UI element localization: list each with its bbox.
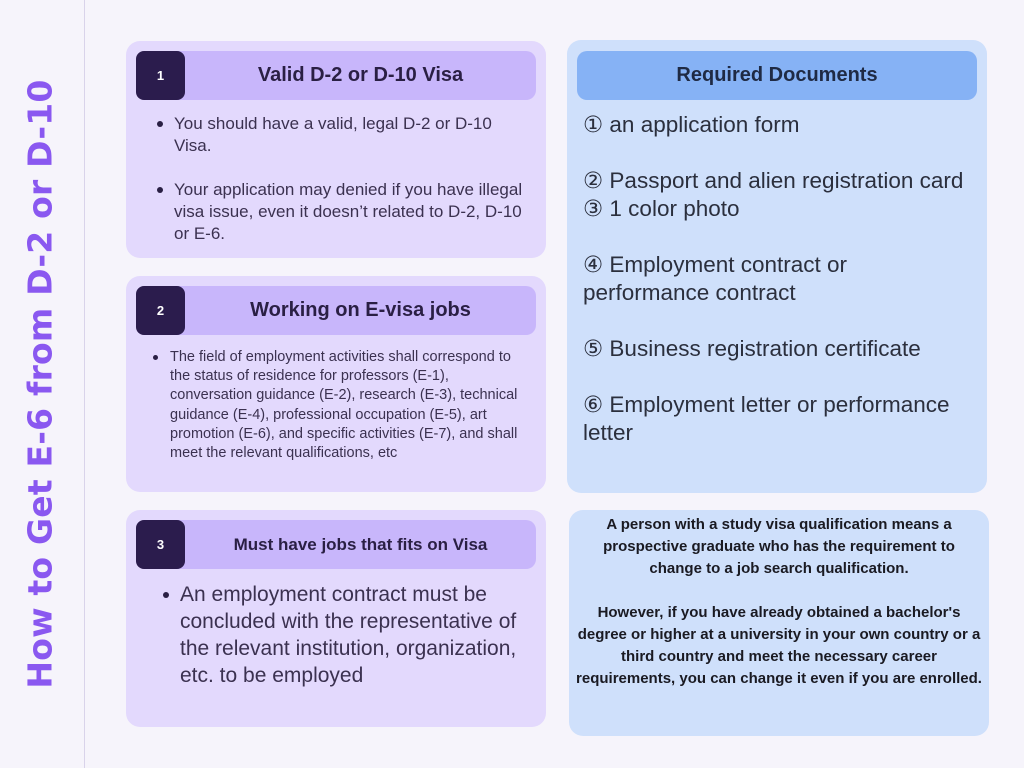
bullet-item: An employment contract must be concluded with the representative of the relevant institution, organization, etc. to be employed xyxy=(160,581,530,689)
step-number-badge: 1 xyxy=(136,51,185,100)
step-header xyxy=(136,286,536,335)
document-item: ① an application form xyxy=(583,112,800,137)
document-item: ⑥ Employment letter or performance letter xyxy=(583,392,950,445)
bullet-item: Your application may denied if you have illegal visa issue, even it doesn’t related to D-2, D-10 or E-6. xyxy=(154,179,534,245)
study-visa-note-card xyxy=(569,510,989,736)
step-card-2 xyxy=(126,276,546,492)
required-documents-list xyxy=(583,111,978,447)
document-item: ③ 1 color photo xyxy=(583,196,740,221)
bullet-item: The field of employment activities shall correspond to the status of residence for professors (E-1), conversation guidance (E-2), research (E-3), technical guidance (E-4), professional occupation (E-5), art promotion (E-6), and specific activities (E-7), and shall meet the relevant qualifications, etc xyxy=(150,348,535,463)
required-documents-card xyxy=(567,40,987,493)
note-text xyxy=(575,514,983,690)
step-title: Valid D-2 or D-10 Visa xyxy=(257,64,464,86)
required-documents-title: Required Documents xyxy=(577,51,977,100)
step-title: Working on E-visa jobs xyxy=(250,299,471,321)
step-number-badge: 2 xyxy=(136,286,185,335)
document-item: ② Passport and alien registration card xyxy=(583,168,964,193)
note-paragraph: A person with a study visa qualification means a prospective graduate who has the requirement to change to a job search qualification. xyxy=(603,516,955,577)
step-header xyxy=(136,51,536,100)
step-bullet-list xyxy=(160,581,530,689)
side-panel xyxy=(0,0,85,768)
step-header xyxy=(136,520,536,569)
step-number-badge: 3 xyxy=(136,520,185,569)
page-title: How to Get E-6 from D-2 or D-10 xyxy=(20,79,60,689)
note-paragraph: However, if you have already obtained a bachelor's degree or higher at a university in your own country or a third country and meet the necessary career requirements, you can change it even if you are enrolled. xyxy=(576,604,982,687)
step-title: Must have jobs that fits on Visa xyxy=(233,534,488,554)
step-card-3 xyxy=(126,510,546,727)
document-item: ⑤ Business registration certificate xyxy=(583,336,921,361)
step-bullet-list xyxy=(154,113,534,267)
bullet-item: You should have a valid, legal D-2 or D-10 Visa. xyxy=(154,113,534,157)
step-card-1 xyxy=(126,41,546,258)
document-item: ④ Employment contract or performance contract xyxy=(583,252,848,305)
step-bullet-list xyxy=(150,348,535,463)
